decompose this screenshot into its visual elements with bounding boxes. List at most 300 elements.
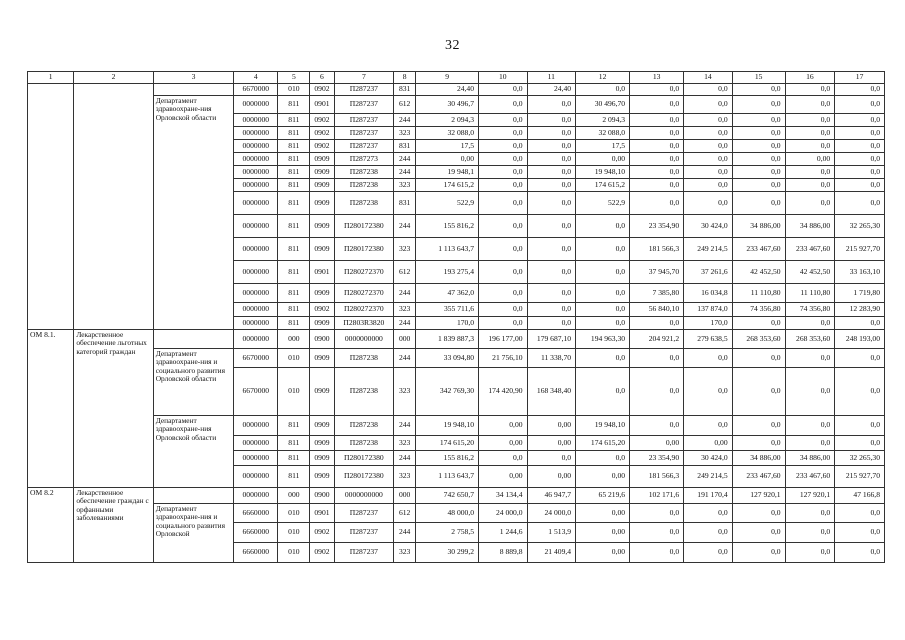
data-cell: 33 094,80 xyxy=(416,349,479,368)
data-cell: П287238 xyxy=(334,349,394,368)
data-cell: 0909 xyxy=(310,284,334,303)
data-cell: 323 xyxy=(394,303,416,317)
data-cell: 0,0 xyxy=(684,140,733,153)
data-cell: 0,0 xyxy=(479,127,528,140)
data-cell: 0000000 xyxy=(234,284,278,303)
data-cell: 0902 xyxy=(310,303,334,317)
data-cell: 244 xyxy=(394,166,416,179)
data-cell: 0,00 xyxy=(416,153,479,166)
data-cell: 0,0 xyxy=(479,451,528,466)
header-cell: 15 xyxy=(732,72,785,84)
data-cell: 11 110,80 xyxy=(785,284,835,303)
data-cell: 000 xyxy=(278,488,310,504)
data-cell: 0,0 xyxy=(527,96,576,114)
data-cell: 612 xyxy=(394,504,416,523)
data-cell: 0,0 xyxy=(835,96,885,114)
data-cell: 0000000 xyxy=(234,96,278,114)
data-cell: 0,0 xyxy=(630,84,684,96)
data-cell: 0,0 xyxy=(785,179,835,192)
data-cell: 0902 xyxy=(310,140,334,153)
table-row xyxy=(28,488,885,504)
data-cell: 248 193,00 xyxy=(835,330,885,349)
data-cell: П287273 xyxy=(334,153,394,166)
data-cell: 1 113 643,7 xyxy=(416,466,479,488)
data-cell: 0,0 xyxy=(630,543,684,563)
data-cell: 0000000 xyxy=(234,192,278,215)
data-cell: 244 xyxy=(394,153,416,166)
data-cell: П287237 xyxy=(334,96,394,114)
data-cell: 0,0 xyxy=(785,416,835,436)
event-code-cell: ОМ 8.1. xyxy=(28,330,74,488)
data-cell: П287237 xyxy=(334,523,394,543)
data-cell: 74 356,80 xyxy=(785,303,835,317)
data-cell: 000 xyxy=(394,330,416,349)
data-cell: 0909 xyxy=(310,451,334,466)
data-cell: 0909 xyxy=(310,317,334,330)
data-cell: 0,0 xyxy=(835,504,885,523)
data-cell: 174 615,2 xyxy=(576,179,630,192)
data-cell: 137 874,0 xyxy=(684,303,733,317)
data-cell: 811 xyxy=(278,153,310,166)
data-cell: 0,0 xyxy=(527,317,576,330)
data-cell: 194 963,30 xyxy=(576,330,630,349)
data-cell: 0,0 xyxy=(785,504,835,523)
data-cell: 323 xyxy=(394,127,416,140)
table-row xyxy=(28,330,885,349)
data-cell: 0,0 xyxy=(732,523,785,543)
data-cell: 811 xyxy=(278,96,310,114)
data-cell: 0000000 xyxy=(234,238,278,261)
executor-cell: Департамент здравоохране-ния и социального развития Орловской xyxy=(153,504,234,563)
data-cell: П280172380 xyxy=(334,215,394,238)
data-cell: П287238 xyxy=(334,192,394,215)
data-cell: 0909 xyxy=(310,192,334,215)
data-cell: 30 496,7 xyxy=(416,96,479,114)
data-cell: 0,0 xyxy=(630,349,684,368)
data-cell: 323 xyxy=(394,466,416,488)
data-cell: 0,0 xyxy=(835,416,885,436)
data-cell: 0000000 xyxy=(234,179,278,192)
data-cell: 181 566,3 xyxy=(630,238,684,261)
data-cell: 323 xyxy=(394,368,416,416)
data-cell: 0,0 xyxy=(732,153,785,166)
data-cell: 0,0 xyxy=(785,436,835,451)
data-cell: 174 615,2 xyxy=(416,179,479,192)
data-cell: 249 214,5 xyxy=(684,238,733,261)
data-cell: 0,0 xyxy=(785,192,835,215)
data-cell: 0,0 xyxy=(576,303,630,317)
data-cell: 21 756,10 xyxy=(479,349,528,368)
data-cell: 0000000 xyxy=(234,488,278,504)
data-cell: 0,00 xyxy=(479,466,528,488)
data-cell: 811 xyxy=(278,436,310,451)
data-cell: 0,0 xyxy=(576,238,630,261)
data-cell: 0,0 xyxy=(684,179,733,192)
data-cell: 0,0 xyxy=(527,303,576,317)
data-cell: 56 840,10 xyxy=(630,303,684,317)
data-cell: 6660000 xyxy=(234,523,278,543)
data-cell: 0909 xyxy=(310,466,334,488)
data-cell: 204 921,2 xyxy=(630,330,684,349)
header-cell: 4 xyxy=(234,72,278,84)
data-cell: 0,0 xyxy=(684,416,733,436)
data-cell: 811 xyxy=(278,114,310,127)
data-cell: 17,5 xyxy=(416,140,479,153)
header-cell: 1 xyxy=(28,72,74,84)
data-cell: 0,00 xyxy=(576,504,630,523)
data-cell: 2 094,3 xyxy=(576,114,630,127)
data-cell: 0,0 xyxy=(527,140,576,153)
data-cell: 0,0 xyxy=(479,192,528,215)
data-cell: 323 xyxy=(394,543,416,563)
header-cell: 8 xyxy=(394,72,416,84)
data-cell: 32 265,30 xyxy=(835,215,885,238)
header-cell: 6 xyxy=(310,72,334,84)
data-cell: 244 xyxy=(394,317,416,330)
data-cell: 811 xyxy=(278,284,310,303)
data-cell: 0909 xyxy=(310,153,334,166)
data-cell: 0,0 xyxy=(835,349,885,368)
data-cell: 811 xyxy=(278,192,310,215)
data-cell: 831 xyxy=(394,192,416,215)
data-cell: 831 xyxy=(394,84,416,96)
data-cell: П287238 xyxy=(334,166,394,179)
data-cell: 0909 xyxy=(310,238,334,261)
data-cell: 19 948,10 xyxy=(576,166,630,179)
data-cell: 0,0 xyxy=(576,317,630,330)
data-cell: 0,00 xyxy=(479,416,528,436)
data-cell: 010 xyxy=(278,504,310,523)
data-cell: 244 xyxy=(394,523,416,543)
data-cell: 0,0 xyxy=(732,543,785,563)
data-cell: 0,0 xyxy=(785,84,835,96)
data-cell: 47 362,0 xyxy=(416,284,479,303)
data-cell: 811 xyxy=(278,416,310,436)
data-cell: 0,0 xyxy=(835,436,885,451)
header-cell: 13 xyxy=(630,72,684,84)
data-cell: 21 409,4 xyxy=(527,543,576,563)
data-cell: 0,0 xyxy=(732,436,785,451)
data-cell: 0000000 xyxy=(234,127,278,140)
data-cell: 0,0 xyxy=(684,127,733,140)
data-cell: 000 xyxy=(394,488,416,504)
data-cell: 0,00 xyxy=(527,436,576,451)
data-cell: 24 000,0 xyxy=(527,504,576,523)
data-cell: 0,0 xyxy=(684,114,733,127)
data-cell: 0,0 xyxy=(527,127,576,140)
data-cell: 0,0 xyxy=(479,284,528,303)
data-cell: 215 927,70 xyxy=(835,238,885,261)
data-cell: 0,0 xyxy=(479,84,528,96)
data-cell: 174 420,90 xyxy=(479,368,528,416)
executor-cell xyxy=(153,330,234,349)
data-cell: 323 xyxy=(394,436,416,451)
data-cell: 191 170,4 xyxy=(684,488,733,504)
data-cell: 1 513,9 xyxy=(527,523,576,543)
data-cell: 0909 xyxy=(310,368,334,416)
data-cell: 268 353,60 xyxy=(785,330,835,349)
data-cell: 0,0 xyxy=(684,543,733,563)
data-cell: 30 424,0 xyxy=(684,215,733,238)
data-cell: 0,0 xyxy=(630,504,684,523)
data-cell: 6660000 xyxy=(234,543,278,563)
data-cell: 0,0 xyxy=(630,153,684,166)
header-cell: 10 xyxy=(479,72,528,84)
data-cell: 37 261,6 xyxy=(684,261,733,284)
data-cell: 0,0 xyxy=(732,504,785,523)
data-cell: 0,0 xyxy=(576,284,630,303)
data-cell: 0000000 xyxy=(234,166,278,179)
table-row xyxy=(28,504,885,523)
data-cell: 811 xyxy=(278,179,310,192)
data-cell: 0909 xyxy=(310,349,334,368)
data-cell: 46 947,7 xyxy=(527,488,576,504)
data-cell: 0902 xyxy=(310,84,334,96)
data-cell: 0,0 xyxy=(527,166,576,179)
data-cell: 0,0 xyxy=(785,523,835,543)
data-cell: 0,0 xyxy=(835,84,885,96)
data-cell: 1 113 643,7 xyxy=(416,238,479,261)
data-cell: 0,0 xyxy=(527,451,576,466)
header-cell: 11 xyxy=(527,72,576,84)
data-cell: 0,0 xyxy=(835,127,885,140)
data-cell: 0000000 xyxy=(234,436,278,451)
table-row xyxy=(28,416,885,436)
data-cell: 23 354,90 xyxy=(630,215,684,238)
data-cell: 0,0 xyxy=(527,114,576,127)
data-cell: 0,0 xyxy=(576,215,630,238)
data-cell: 811 xyxy=(278,466,310,488)
data-cell: П287237 xyxy=(334,543,394,563)
data-cell: 2 758,5 xyxy=(416,523,479,543)
executor-cell: Департамент здравоохране-ния Орловской области xyxy=(153,416,234,488)
data-cell: 0,0 xyxy=(630,368,684,416)
data-cell: 0,0 xyxy=(527,192,576,215)
data-cell: П280272370 xyxy=(334,284,394,303)
data-cell: П280172380 xyxy=(334,238,394,261)
data-cell: 170,0 xyxy=(684,317,733,330)
data-cell: 6670000 xyxy=(234,368,278,416)
executor-cell: Департамент здравоохране-ния и социального развития Орловской области xyxy=(153,349,234,416)
data-cell: П287238 xyxy=(334,368,394,416)
data-cell: 0,0 xyxy=(527,179,576,192)
data-cell: 0902 xyxy=(310,114,334,127)
data-cell: 742 650,7 xyxy=(416,488,479,504)
data-cell: 0,0 xyxy=(479,238,528,261)
data-cell: 0,0 xyxy=(835,179,885,192)
data-cell: 0,00 xyxy=(576,523,630,543)
data-cell: 65 219,6 xyxy=(576,488,630,504)
event-name-cell: Лекарственное обеспечение граждан с орфанными заболеваниями xyxy=(74,488,153,563)
data-cell: 47 166,8 xyxy=(835,488,885,504)
data-cell: 0000000 xyxy=(234,451,278,466)
data-cell: 612 xyxy=(394,261,416,284)
data-cell: 0,0 xyxy=(732,96,785,114)
data-cell: 0000000 xyxy=(234,330,278,349)
data-cell: 0902 xyxy=(310,543,334,563)
data-cell: 19 948,1 xyxy=(416,166,479,179)
data-cell: 34 886,00 xyxy=(732,451,785,466)
data-cell: 0,0 xyxy=(785,368,835,416)
data-cell: 174 615,20 xyxy=(416,436,479,451)
data-cell: 0000000000 xyxy=(334,488,394,504)
data-cell: 33 163,10 xyxy=(835,261,885,284)
data-cell: 244 xyxy=(394,284,416,303)
data-cell: 0,0 xyxy=(785,349,835,368)
data-cell: 279 638,5 xyxy=(684,330,733,349)
data-cell: 0902 xyxy=(310,523,334,543)
data-cell: 196 177,00 xyxy=(479,330,528,349)
data-cell: 0,0 xyxy=(732,84,785,96)
data-cell: П280272370 xyxy=(334,261,394,284)
data-cell: 6660000 xyxy=(234,504,278,523)
data-cell: 0,0 xyxy=(630,416,684,436)
data-cell: П287238 xyxy=(334,179,394,192)
data-cell: 0,0 xyxy=(576,84,630,96)
data-cell: 0,00 xyxy=(479,436,528,451)
data-cell: 0,0 xyxy=(527,153,576,166)
data-cell: 0,0 xyxy=(785,114,835,127)
data-cell: 0,0 xyxy=(732,368,785,416)
header-cell: 9 xyxy=(416,72,479,84)
data-cell: 0,0 xyxy=(684,504,733,523)
data-cell: 32 265,30 xyxy=(835,451,885,466)
header-cell: 17 xyxy=(835,72,885,84)
data-cell: 0,0 xyxy=(684,192,733,215)
data-cell: 0000000 xyxy=(234,303,278,317)
data-cell: П287238 xyxy=(334,436,394,451)
data-cell: 249 214,5 xyxy=(684,466,733,488)
data-cell: 0,0 xyxy=(527,261,576,284)
data-cell: 0902 xyxy=(310,127,334,140)
data-cell: 215 927,70 xyxy=(835,466,885,488)
data-cell: 323 xyxy=(394,179,416,192)
data-cell: 42 452,50 xyxy=(785,261,835,284)
data-cell: 24 000,0 xyxy=(479,504,528,523)
data-cell: 193 275,4 xyxy=(416,261,479,284)
data-cell: 1 839 887,3 xyxy=(416,330,479,349)
data-cell: 0,0 xyxy=(785,96,835,114)
data-cell: 0,0 xyxy=(630,192,684,215)
data-cell: 355 711,6 xyxy=(416,303,479,317)
data-cell: 268 353,60 xyxy=(732,330,785,349)
data-cell: 37 945,70 xyxy=(630,261,684,284)
data-cell: 0,0 xyxy=(732,317,785,330)
data-cell: 811 xyxy=(278,127,310,140)
data-cell: 010 xyxy=(278,84,310,96)
header-cell: 14 xyxy=(684,72,733,84)
data-cell: 16 034,8 xyxy=(684,284,733,303)
data-cell: 6670000 xyxy=(234,349,278,368)
data-cell: 0901 xyxy=(310,261,334,284)
data-cell: 0,0 xyxy=(479,166,528,179)
data-cell: П287237 xyxy=(334,84,394,96)
table-row xyxy=(28,96,885,114)
data-cell: 811 xyxy=(278,166,310,179)
data-cell: 7 385,80 xyxy=(630,284,684,303)
header-cell: 2 xyxy=(74,72,153,84)
data-cell: 2 094,3 xyxy=(416,114,479,127)
data-cell: 11 110,80 xyxy=(732,284,785,303)
data-cell: 23 354,90 xyxy=(630,451,684,466)
data-cell: 244 xyxy=(394,215,416,238)
data-cell: 0,0 xyxy=(732,192,785,215)
data-cell: 0,0 xyxy=(835,140,885,153)
data-cell: 0,0 xyxy=(527,238,576,261)
event-name-cell: Лекарственное обеспечение льготных категорий граждан xyxy=(74,330,153,488)
data-cell: 0,0 xyxy=(479,215,528,238)
data-cell: 233 467,60 xyxy=(785,466,835,488)
data-cell: 48 000,0 xyxy=(416,504,479,523)
data-cell: 0,0 xyxy=(835,368,885,416)
data-cell: 0901 xyxy=(310,96,334,114)
data-cell: 0,00 xyxy=(684,436,733,451)
data-cell: 0,0 xyxy=(630,114,684,127)
data-cell: 0,0 xyxy=(684,349,733,368)
data-cell: 0,0 xyxy=(527,215,576,238)
data-cell: 010 xyxy=(278,368,310,416)
data-cell: П280272370 xyxy=(334,303,394,317)
page-number: 32 xyxy=(445,38,460,53)
data-cell: 233 467,60 xyxy=(732,238,785,261)
data-cell: 0,0 xyxy=(684,368,733,416)
data-cell: 30 424,0 xyxy=(684,451,733,466)
data-cell: 0,0 xyxy=(479,179,528,192)
data-cell: 811 xyxy=(278,140,310,153)
data-cell: 17,5 xyxy=(576,140,630,153)
data-cell: П280172380 xyxy=(334,466,394,488)
executor-cell: Департамент здравоохране-ния Орловской области xyxy=(153,96,234,330)
data-cell: 0,0 xyxy=(479,153,528,166)
table-row xyxy=(28,349,885,368)
data-cell: 811 xyxy=(278,261,310,284)
data-cell: 0,0 xyxy=(732,349,785,368)
data-cell: 0,0 xyxy=(732,179,785,192)
data-cell: 0,0 xyxy=(527,284,576,303)
data-cell: 155 816,2 xyxy=(416,451,479,466)
data-cell: 42 452,50 xyxy=(732,261,785,284)
data-cell: 0,0 xyxy=(576,368,630,416)
data-cell: 0000000 xyxy=(234,317,278,330)
data-cell: 30 496,70 xyxy=(576,96,630,114)
data-cell: 155 816,2 xyxy=(416,215,479,238)
data-cell: 0,0 xyxy=(630,523,684,543)
data-cell: 0,00 xyxy=(527,416,576,436)
data-cell: 34 886,00 xyxy=(785,215,835,238)
data-cell: 24,40 xyxy=(416,84,479,96)
data-cell: 0,0 xyxy=(785,317,835,330)
executor-cell xyxy=(153,488,234,504)
data-cell: 32 088,0 xyxy=(416,127,479,140)
data-cell: 244 xyxy=(394,114,416,127)
data-cell: 0000000 xyxy=(234,261,278,284)
data-cell: 170,0 xyxy=(416,317,479,330)
data-cell: 0,0 xyxy=(630,96,684,114)
data-cell: 0,0 xyxy=(732,127,785,140)
data-cell: 811 xyxy=(278,215,310,238)
data-cell: 342 769,30 xyxy=(416,368,479,416)
data-cell: П287238 xyxy=(334,416,394,436)
data-cell: 127 920,1 xyxy=(785,488,835,504)
header-cell: 3 xyxy=(153,72,234,84)
data-cell: 0000000000 xyxy=(334,330,394,349)
data-cell: 0,00 xyxy=(785,153,835,166)
data-cell: 0,0 xyxy=(785,543,835,563)
data-cell: 0,0 xyxy=(479,261,528,284)
data-cell: 612 xyxy=(394,96,416,114)
data-cell: 0,0 xyxy=(732,114,785,127)
header-cell: 5 xyxy=(278,72,310,84)
